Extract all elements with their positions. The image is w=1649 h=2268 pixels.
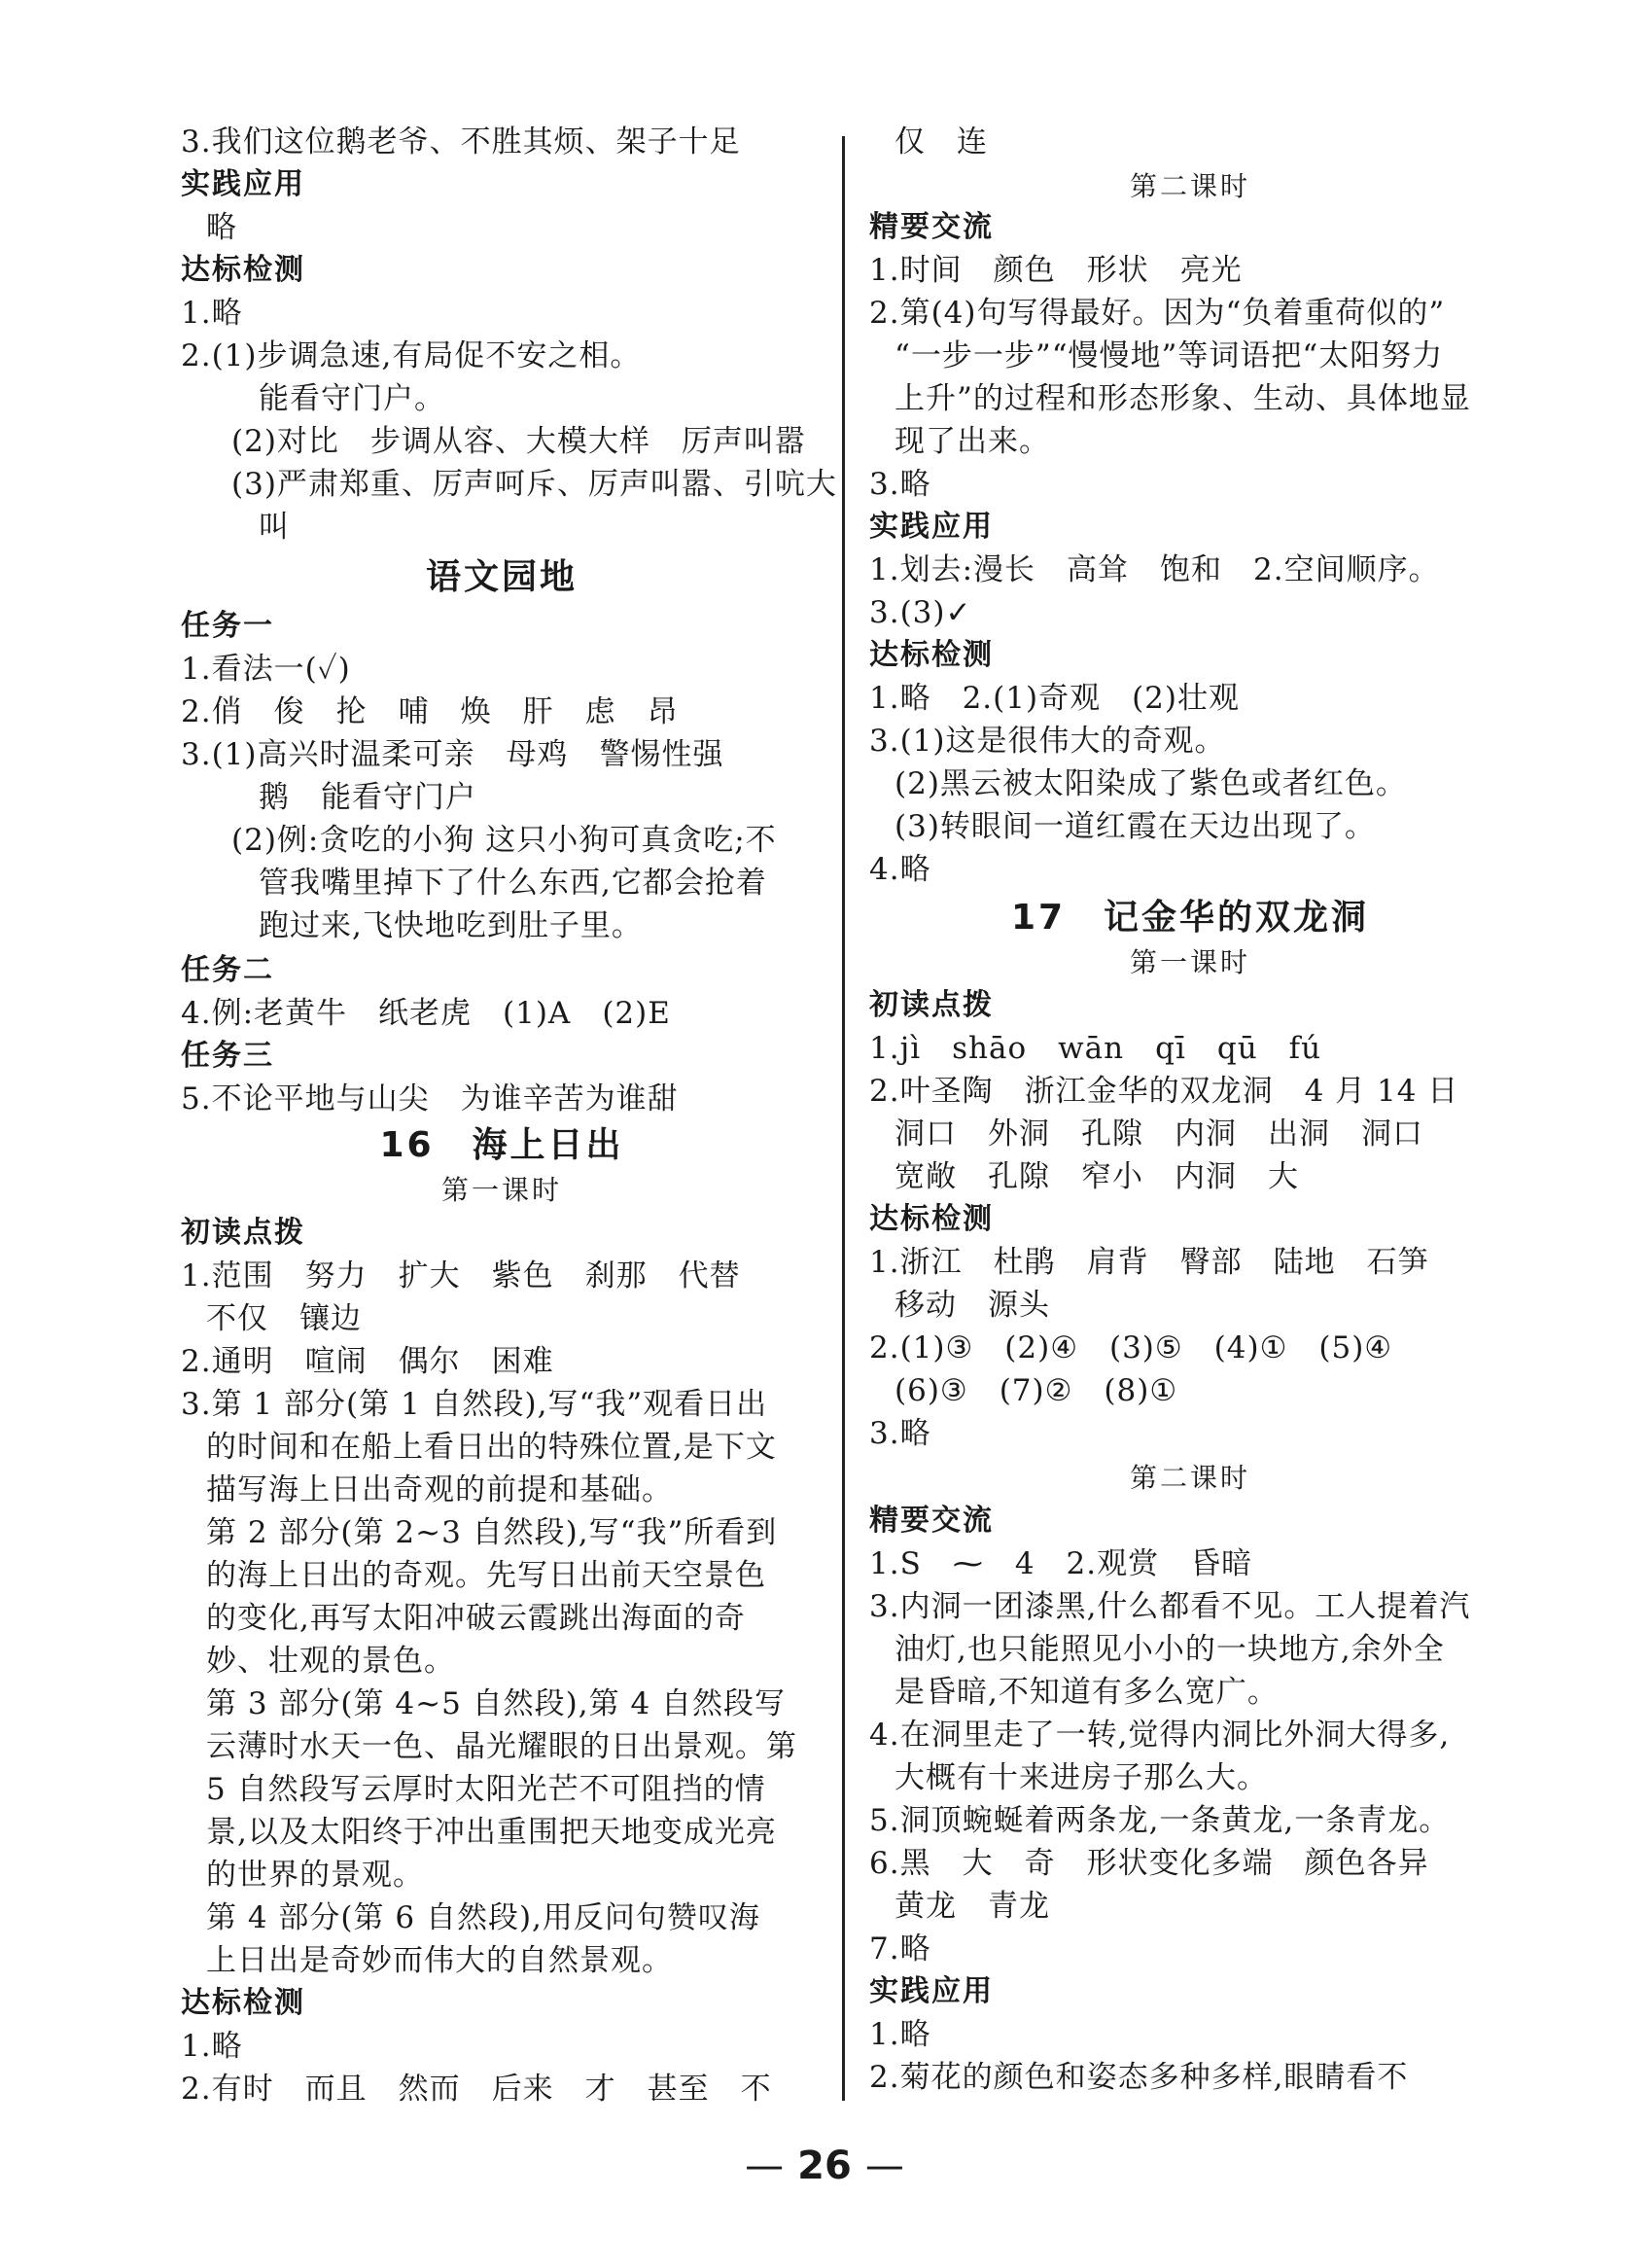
answer-line: 3.略 [869,1416,931,1451]
answer-line-indented: 的变化,再写太阳冲破云霞跳出海面的奇 [206,1601,746,1636]
answer-line: 6.黑 大 奇 形状变化多端 颜色各异 [869,1846,1429,1881]
answer-line: 1.时间 颜色 形状 亮光 [869,253,1243,288]
answer-line-indented: 略 [206,210,237,245]
lesson-period-title: 第一课时 [1129,946,1250,978]
answer-line: 5.洞顶蜿蜒着两条龙,一条黄龙,一条青龙。 [869,1803,1451,1838]
answer-line: 1.S ⁓ 4 2.观赏 昏暗 [869,1546,1253,1581]
answer-line-indented: “一步一步”“慢慢地”等词语把“太阳努力 [895,338,1444,373]
lesson-period-title: 第二课时 [1129,170,1250,202]
section-heading: 精要交流 [869,1504,994,1538]
answer-line: 3.(3)✓ [869,595,972,630]
answer-line: 4.例:老黄牛 纸老虎 (1)A (2)E [181,996,671,1031]
answer-line-indented: 第 4 部分(第 6 自然段),用反问句赞叹海 [206,1900,760,1935]
answer-line-indented: 妙、壮观的景色。 [206,1644,455,1679]
answer-line-indented: 跑过来,飞快地吃到肚子里。 [259,908,643,943]
answer-line: 1.浙江 杜鹃 肩背 臀部 陆地 石笋 [869,1245,1429,1280]
section-heading: 实践应用 [869,510,994,544]
answer-line: 1.看法一(✓) [181,652,351,687]
answer-line-indented: (6)③ (7)② (8)① [895,1373,1178,1408]
page-number-footer [0,2144,1649,2188]
answer-line: 1.范围 努力 扩大 紫色 刹那 代替 [181,1258,741,1293]
answer-line: 4.略 [869,852,931,887]
section-heading: 任务一 [181,609,274,643]
answer-line: 3.(1)这是很伟大的奇观。 [869,724,1226,759]
section-heading: 达标检测 [869,1202,994,1236]
answer-line: 2.通明 喧闹 偶尔 困难 [181,1344,554,1379]
section-heading: 精要交流 [869,210,994,244]
answer-line-indented: 的时间和在船上看日出的特殊位置,是下文 [206,1430,777,1465]
answer-line-indented: 第 2 部分(第 2~3 自然段),写“我”所看到 [206,1515,778,1550]
section-heading: 任务三 [181,1039,274,1073]
answer-line: 3.(1)高兴时温柔可亲 母鸡 警惕性强 [181,737,724,772]
answer-line: 1.略 [181,296,243,331]
answer-line: 3.我们这位鹅老爷、不胜其烦、架子十足 [181,124,741,159]
answer-line: 2.(1)③ (2)④ (3)⑤ (4)① (5)④ [869,1330,1393,1365]
answer-line: 7.略 [869,1931,931,1967]
answer-line-indented: 上日出是奇妙而伟大的自然景观。 [206,1943,673,1978]
page-number-dash-right: — [864,2144,904,2188]
answer-line: 1.略 [181,2029,243,2064]
answer-line: 1.划去:漫长 高耸 饱和 2.空间顺序。 [869,552,1440,587]
answer-line: 2.叶圣陶 浙江金华的双龙洞 4 月 14 日 [869,1074,1459,1109]
section-heading: 达标检测 [869,638,994,672]
lesson-title: 16 海上日出 [379,1125,624,1165]
column-divider [842,136,845,2101]
answer-line: 3.略 [869,467,931,502]
answer-line: 3.第 1 部分(第 1 自然段),写“我”观看日出 [181,1387,768,1422]
section-heading: 初读点拨 [869,988,994,1022]
answer-line-indented: (3)严肃郑重、厉声呵斥、厉声叫嚣、引吭大 [231,467,837,502]
answer-line-indented: 宽敞 孔隙 窄小 内洞 大 [895,1159,1299,1194]
page-number: 26 [797,2144,852,2188]
answer-line: 5.不论平地与山尖 为谁辛苦为谁甜 [181,1081,679,1116]
lesson-period-title: 第一课时 [440,1174,562,1206]
lesson-title: 语文园地 [425,557,578,597]
section-heading: 初读点拨 [181,1216,305,1250]
answer-line: 1.jì shāo wān qī qū fú [869,1031,1322,1066]
answer-line-indented: 的世界的景观。 [206,1858,424,1893]
answer-line-indented: 能看守门户。 [259,381,445,416]
answer-line: 3.内洞一团漆黑,什么都看不见。工人提着汽 [869,1589,1471,1624]
answer-line: 2.俏 俊 抡 哺 焕 肝 虑 昂 [181,694,679,729]
answer-line-indented: 不仅 镶边 [206,1301,362,1336]
answer-line: 1.略 2.(1)奇观 (2)壮观 [869,681,1240,716]
answer-line-indented: 移动 源头 [895,1288,1050,1323]
answer-line-indented: 上升”的过程和形态形象、生动、具体地显 [895,381,1471,416]
section-heading: 达标检测 [181,1986,305,2020]
answer-line-indented: 油灯,也只能照见小小的一块地方,余外全 [895,1632,1445,1667]
answer-line-indented: 景,以及太阳终于冲出重围把天地变成光亮 [206,1815,777,1850]
answer-line-indented: 仅 连 [895,124,988,159]
answer-line: 2.有时 而且 然而 后来 才 甚至 不 [181,2072,772,2107]
answer-line-indented: (2)例:贪吃的小狗 这只小狗可真贪吃;不 [231,823,777,858]
answer-line-indented: 管我嘴里掉下了什么东西,它都会抢着 [259,866,767,901]
answer-line: 2.菊花的颜色和姿态多种多样,眼睛看不 [869,2060,1409,2095]
answer-line-indented: 5 自然段写云厚时太阳光芒不可阻挡的情 [206,1772,766,1807]
answer-line-indented: 现了出来。 [895,424,1050,459]
answer-line: 2.(1)步调急速,有局促不安之相。 [181,338,642,373]
lesson-title: 17 记金华的双龙洞 [1010,898,1370,938]
answer-line-indented: 是昏暗,不知道有多么宽广。 [895,1675,1279,1710]
section-heading: 实践应用 [181,167,305,201]
lesson-period-title: 第二课时 [1129,1462,1250,1494]
answer-line-indented: 洞口 外洞 孔隙 内洞 出洞 洞口 [895,1116,1423,1152]
answer-line-indented: 叫 [259,510,290,545]
section-heading: 任务二 [181,953,274,987]
page-number-dash-left: — [745,2144,785,2188]
answer-line: 4.在洞里走了一转,觉得内洞比外洞大得多, [869,1718,1451,1753]
answer-line-indented: 第 3 部分(第 4~5 自然段),第 4 自然段写 [206,1686,787,1721]
answer-line-indented: 的海上日出的奇观。先写日出前天空景色 [206,1558,766,1593]
answer-line-indented: 大概有十来进房子那么大。 [895,1760,1268,1795]
answer-line-indented: 云薄时水天一色、晶光耀眼的日出景观。第 [206,1729,797,1764]
answer-line-indented: (2)黑云被太阳染成了紫色或者红色。 [895,766,1407,801]
section-heading: 实践应用 [869,1974,994,2008]
answer-line-indented: 描写海上日出奇观的前提和基础。 [206,1472,673,1507]
answer-line: 2.第(4)句写得最好。因为“负着重荷似的” [869,296,1446,331]
answer-line-indented: 鹅 能看守门户 [259,780,476,815]
answer-line-indented: (2)对比 步调从容、大模大样 厉声叫嚣 [231,424,806,459]
answer-line-indented: (3)转眼间一道红霞在天边出现了。 [895,809,1376,844]
answer-line: 1.略 [869,2017,931,2052]
section-heading: 达标检测 [181,253,305,287]
answer-line-indented: 黄龙 青龙 [895,1889,1050,1924]
